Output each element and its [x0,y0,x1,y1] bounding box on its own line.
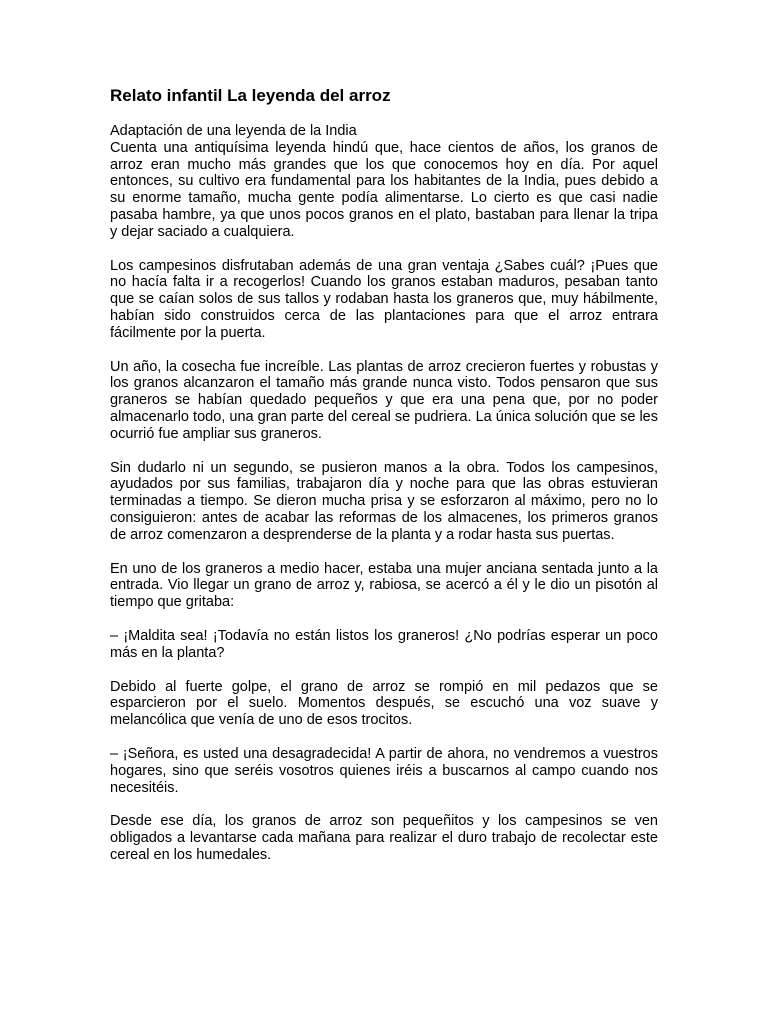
paragraph: Cuenta una antiquísima leyenda hindú que, hace cientos de años, los granos de arroz eran mucho más grandes que los que conocemos hoy en día. Por aquel entonces, su cultivo era fundamental para los habitantes de la India, pues debido a su enorme tamaño, mucha gente podía alimentarse. Lo cierto es que casi nadie pasaba hambre, ya que unos pocos granos en el plato, bastaban para llenar la tripa y dejar saciado a cualquiera. [110,139,658,240]
paragraph: En uno de los graneros a medio hacer, estaba una mujer anciana sentada junto a la entrada. Vio llegar un grano de arroz y, rabiosa, se acercó a él y le dio un pisotón al tiempo que gritaba: [110,560,658,611]
document-page [110,85,658,881]
paragraph: Los campesinos disfrutaban además de una gran ventaja ¿Sabes cuál? ¡Pues que no hacía falta ir a recogerlos! Cuando los granos estaban maduros, pesaban tanto que se caían solos de sus tallos y rodaban hasta los graneros que, muy hábilmente, habían sido construidos cerca de las plantaciones para que el arroz entrara fácilmente por la puerta. [110,257,658,341]
paragraph: Un año, la cosecha fue increíble. Las plantas de arroz crecieron fuertes y robustas y los granos alcanzaron el tamaño más grande nunca visto. Todos pensaron que sus graneros se habían quedado pequeños y que era una pena que, por no poder almacenarlo todo, una gran parte del cereal se pudriera. La única solución que se les ocurrió fue ampliar sus graneros. [110,358,658,442]
paragraph: – ¡Maldita sea! ¡Todavía no están listos los graneros! ¿No podrías esperar un poco más en la planta? [110,627,658,661]
document-title: Relato infantil La leyenda del arroz [110,86,391,105]
paragraph: Sin dudarlo ni un segundo, se pusieron manos a la obra. Todos los campesinos, ayudados por sus familias, trabajaron día y noche para que las obras estuvieran terminadas a tiempo. Se dieron mucha prisa y se esforzaron al máximo, pero no lo consiguieron: antes de acabar las reformas de los almacenes, los primeros granos de arroz comenzaron a desprenderse de la planta y a rodar hasta sus puertas. [110,459,658,543]
paragraph: Debido al fuerte golpe, el grano de arroz se rompió en mil pedazos que se esparcieron por el suelo. Momentos después, se escuchó una voz suave y melancólica que venía de uno de esos trocitos. [110,678,658,729]
paragraph: – ¡Señora, es usted una desagradecida! A partir de ahora, no vendremos a vuestros hogares, sino que seréis vosotros quienes iréis a buscarnos al campo cuando nos necesitéis. [110,745,658,796]
document-subtitle: Adaptación de una leyenda de la India [110,123,357,139]
paragraph: Desde ese día, los granos de arroz son pequeñitos y los campesinos se ven obligados a levantarse cada mañana para realizar el duro trabajo de recolectar este cereal en los humedales. [110,813,658,863]
